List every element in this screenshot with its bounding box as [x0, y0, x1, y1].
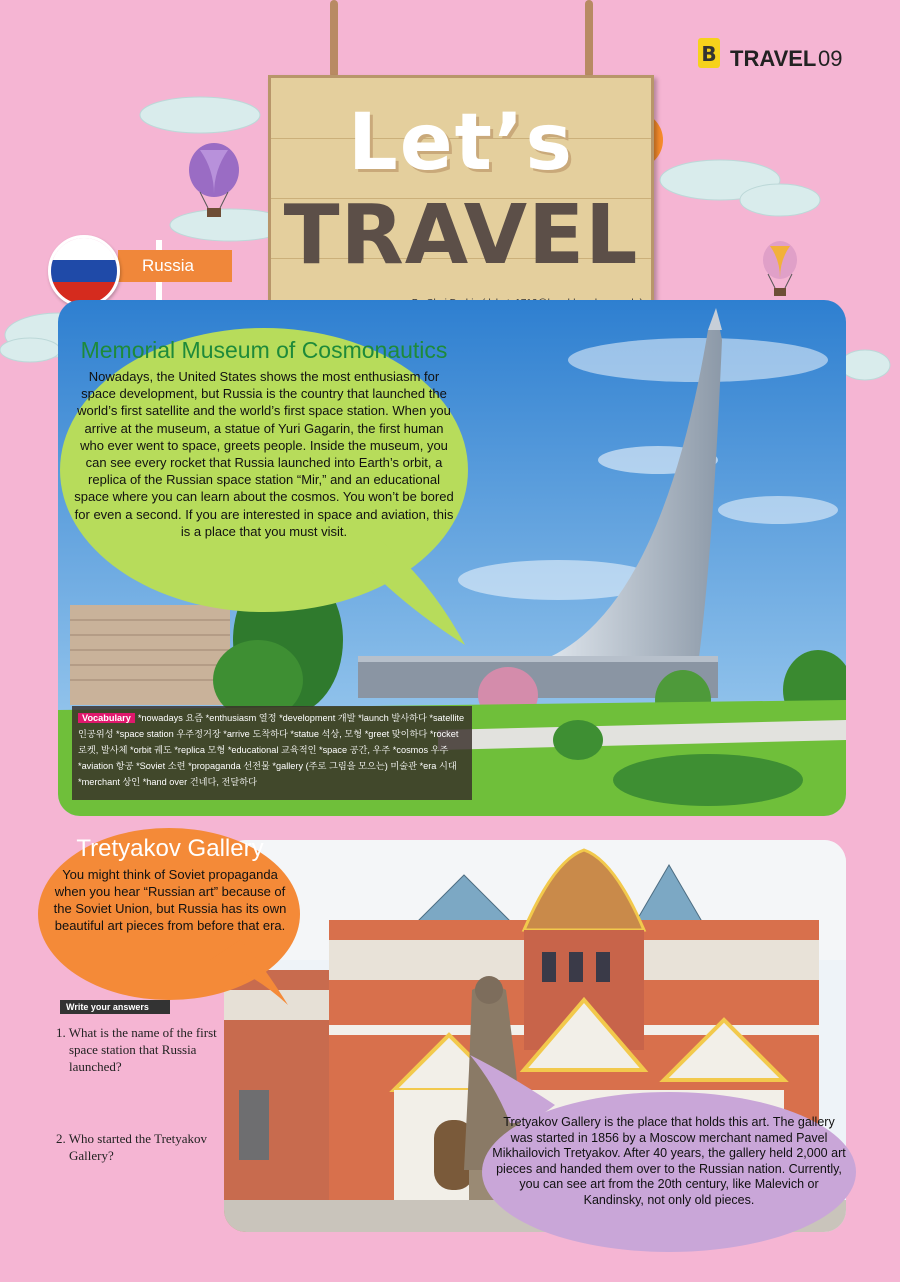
title-lets: Let’s [348, 98, 574, 188]
title-sign [268, 75, 654, 322]
question-2: 2. Who started the Tretyakov Gallery? [56, 1131, 208, 1163]
russia-flag-icon [48, 235, 120, 307]
page-number: 09 [818, 46, 843, 71]
vocabulary-label: Vocabulary [78, 713, 135, 723]
section-label: TRAVEL [730, 46, 817, 71]
write-answers-banner: Write your answers [60, 1000, 170, 1014]
purple-balloon-icon [186, 142, 242, 220]
gallery-detail: Tretyakov Gallery is the place that holds this art. The gallery was started in 1856 by a Moscow merchant named Pavel Mikhailovich Tretyakov. After 40 years, the gallery held 2,000 art pieces and handed them over to the Russian nation. Currently, you can see art from the 20th century, like Malevich or Kandinsky, not only old pieces. [492, 1115, 846, 1207]
gallery-intro-block [52, 834, 288, 934]
gallery-title: Tretyakov Gallery [76, 835, 264, 862]
vocabulary-text: *nowadays 요즘 *enthusiasm 열정 *development 개발 *launch 발사하다 *satellite 인공위성 *space station 우주정거장 *arrive 도착하다 *statue 석상, 모형 *greet 맞이하다 *rocket 로켓, 발사체 *orbit 궤도 *replica 모형 *educational 교육적인 *space 공간, 우주 *cosmos 우주 *aviation 항공 *Soviet 소련 *propaganda 선전물 *gallery (주로 그림을 모으는) 미술관 *era 시대 *merchant 상인 *hand over 건네다, 전달하다 [78, 713, 465, 787]
small-balloon-icon [760, 240, 800, 298]
country-tag: Russia [118, 250, 232, 282]
gallery-intro: You might think of Soviet propaganda when you hear “Russian art” because of the Soviet Union, but Russia has its own beautiful art pieces from before that era. [53, 867, 287, 933]
museum-title: Memorial Museum of Cosmonautics [80, 337, 448, 363]
museum-body: Nowadays, the United States shows the most enthusiasm for space development, but Russia is the country that launched the world’s first satellite and the world’s first space station. When you arrive at the museum, a statue of Yuri Gagarin, the first human who ever went to space, greets people. Inside the museum, you can see every rocket that Russia launched into Earth’s orbit, a replica of the Russian space station “Mir,” and an educational space where you can learn about the cosmos. You won’t be bored for even a second. If you are interested in space and aviation, this is a place that you must visit. [74, 369, 454, 539]
title-travel: TRAVEL [283, 188, 639, 283]
svg-text:B: B [701, 42, 717, 66]
basic-logo-icon [696, 30, 722, 70]
green-bubble-tail [370, 540, 470, 650]
question-1: 1. What is the name of the first space station that Russia launched? [56, 1025, 217, 1074]
vocabulary-box [72, 706, 472, 800]
orange-bubble-tail [210, 940, 290, 1010]
museum-text-block [74, 338, 454, 540]
